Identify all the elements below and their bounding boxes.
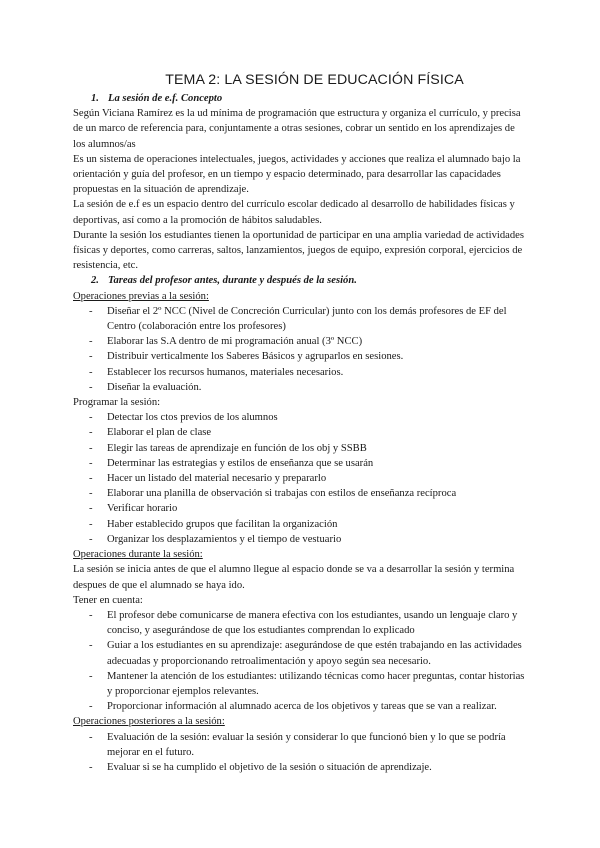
previas-list — [73, 304, 526, 395]
posteriores-list — [73, 730, 526, 776]
list-item: - Hacer un listado del material necesario y prepararlo — [73, 471, 526, 486]
list-item: - Guiar a los estudiantes en su aprendizaje: asegurándose de que estén trabajando en las actividades adecuadas y proporcionando retroalimentación y apoyo según sea necesario. — [73, 638, 526, 668]
list-item: - Elaborar el plan de clase — [73, 425, 526, 440]
tener-list — [73, 608, 526, 714]
paragraph: La sesión se inicia antes de que el alumno llegue al espacio donde se va a desarrollar la sesión y termina despues de que el alumnado se haya ido. — [73, 564, 515, 591]
programar-list — [73, 410, 526, 547]
section-1-heading — [91, 91, 526, 106]
previas-label: Operaciones previas a la sesión: — [73, 290, 209, 302]
page-title: TEMA 2: LA SESIÓN DE EDUCACIÓN FÍSICA — [165, 72, 464, 88]
section-2-heading — [91, 273, 526, 288]
posteriores-label: Operaciones posteriores a la sesión: — [73, 716, 225, 728]
list-item: - Evaluación de la sesión: evaluar la sesión y considerar lo que funcionó bien y lo que se podría mejorar en el futuro. — [73, 730, 526, 760]
section-1-heading-text: La sesión de e.f. Concepto — [108, 93, 223, 104]
list-item: - Detectar los ctos previos de los alumnos — [73, 410, 526, 425]
paragraph: Es un sistema de operaciones intelectuales, juegos, actividades y acciones que realiza el alumnado bajo la orientación y guía del profesor, en un tiempo y espacio determinado, para desarrollar las capacidades propuestas en la situación de aprendizaje. — [73, 153, 521, 196]
list-item: - Elaborar una planilla de observación si trabajas con estilos de enseñanza recíproca — [73, 486, 526, 501]
section-2-number: 2. — [91, 275, 99, 287]
list-item: - Distribuir verticalmente los Saberes Básicos y agruparlos en sesiones. — [73, 349, 526, 364]
section-1-number: 1. — [91, 93, 99, 104]
list-item: - El profesor debe comunicarse de manera efectiva con los estudiantes, usando un lenguaje claro y conciso, y asegurándose de que los estudiantes comprendan lo explicado — [73, 608, 526, 638]
list-item: - Elegir las tareas de aprendizaje en función de los obj y SSBB — [73, 441, 526, 456]
list-item: - Establecer los recursos humanos, materiales necesarios. — [73, 365, 526, 380]
paragraph: Durante la sesión los estudiantes tienen la oportunidad de participar en una amplia variedad de actividades físicas y deportes, como carreras, saltos, lanzamientos, juegos de equipo, expresión corporal, ejercicios de resistencia, etc. — [73, 229, 524, 272]
durante-label: Operaciones durante la sesión: — [73, 549, 203, 561]
list-item: - Haber establecido grupos que facilitan la organización — [73, 517, 526, 532]
list-item: - Verificar horario — [73, 501, 526, 516]
paragraph: La sesión de e.f es un espacio dentro del currículo escolar dedicado al desarrollo de habilidades físicas y deportivas, así como a la promoción de hábitos saludables. — [73, 199, 515, 226]
list-item: - Diseñar el 2º NCC (Nivel de Concreción Curricular) junto con los demás profesores de EF del Centro (colaboración entre los profesores) — [73, 304, 526, 334]
list-item: - Determinar las estrategias y estilos de enseñanza que se usarán — [73, 456, 526, 471]
tener-label: Tener en cuenta: — [73, 594, 143, 606]
list-item: - Mantener la atención de los estudiantes: utilizando técnicas como hacer preguntas, contar historias y proporcionar ejemplos relevantes. — [73, 669, 526, 699]
programar-label: Programar la sesión: — [73, 397, 161, 409]
paragraph: Según Viciana Ramírez es la ud mínima de programación que estructura y organiza el currículo, y precisa de un marco de referencia para, conjuntamente a otras sesiones, cobrar un sentido en los aprendizajes de los alumnos/as — [73, 108, 521, 150]
list-item: - Diseñar la evaluación. — [73, 380, 526, 395]
list-item: - Elaborar las S.A dentro de mi programación anual (3º NCC) — [73, 334, 526, 349]
list-item: - Organizar los desplazamientos y el tiempo de vestuario — [73, 532, 526, 547]
list-item: - Evaluar si se ha cumplido el objetivo de la sesión o situación de aprendizaje. — [73, 760, 526, 775]
section-2-heading-text: Tareas del profesor antes, durante y después de la sesión. — [108, 275, 357, 287]
list-item: - Proporcionar información al alumnado acerca de los objetivos y tareas que se van a realizar. — [73, 699, 526, 714]
